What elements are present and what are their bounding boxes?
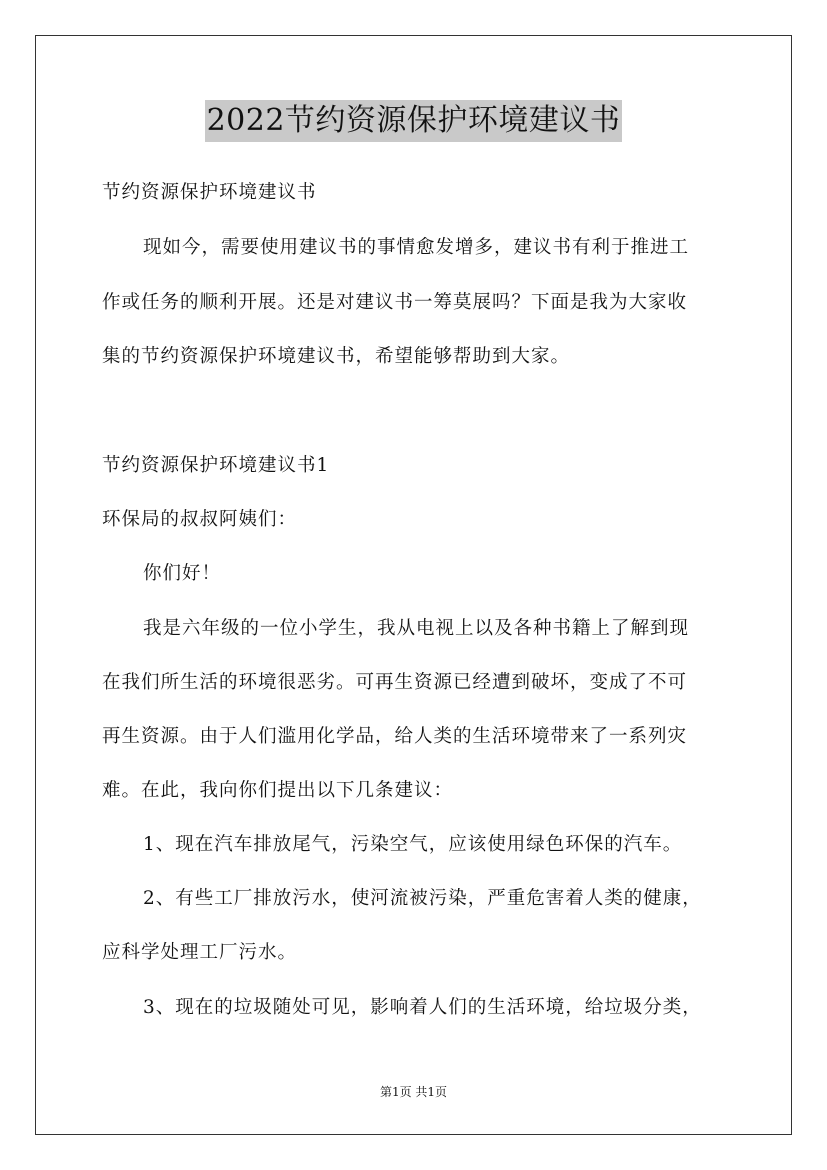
greeting-line: 你们好！ — [143, 563, 222, 584]
page-footer: 第1页 共1页 — [379, 1085, 448, 1099]
paragraph-line: 作或任务的顺利开展。还是对建议书一筹莫展吗？下面是我为大家收 — [102, 292, 688, 313]
paragraph-line: 现如今，需要使用建议书的事情愈发增多，建议书有利于推进工 — [143, 237, 690, 258]
subtitle-line: 节约资源保护环境建议书 — [102, 182, 317, 203]
suggestion-item: 2、有些工厂排放污水，使河流被污染，严重危害着人类的健康， — [143, 888, 702, 909]
paragraph-line: 集的节约资源保护环境建议书，希望能够帮助到大家。 — [102, 346, 571, 367]
suggestion-item: 3、现在的垃圾随处可见，影响着人们的生活环境，给垃圾分类， — [143, 997, 702, 1018]
suggestion-item-continued: 应科学处理工厂污水。 — [102, 942, 298, 963]
paragraph-line: 难。在此，我向你们提出以下几条建议： — [102, 780, 454, 801]
title-container — [0, 100, 827, 142]
suggestion-item: 1、现在汽车排放尾气，污染空气，应该使用绿色环保的汽车。 — [143, 834, 683, 855]
paragraph-line: 在我们所生活的环境很恶劣。可再生资源已经遭到破坏，变成了不可 — [102, 672, 688, 693]
paragraph-line: 我是六年级的一位小学生，我从电视上以及各种书籍上了解到现 — [143, 618, 690, 639]
document-title: 2022节约资源保护环境建议书 — [205, 100, 623, 142]
paragraph-line: 再生资源。由于人们滥用化学品，给人类的生活环境带来了一系列灾 — [102, 726, 688, 747]
salutation-line: 环保局的叔叔阿姨们： — [102, 509, 298, 530]
section-heading: 节约资源保护环境建议书1 — [102, 455, 330, 476]
